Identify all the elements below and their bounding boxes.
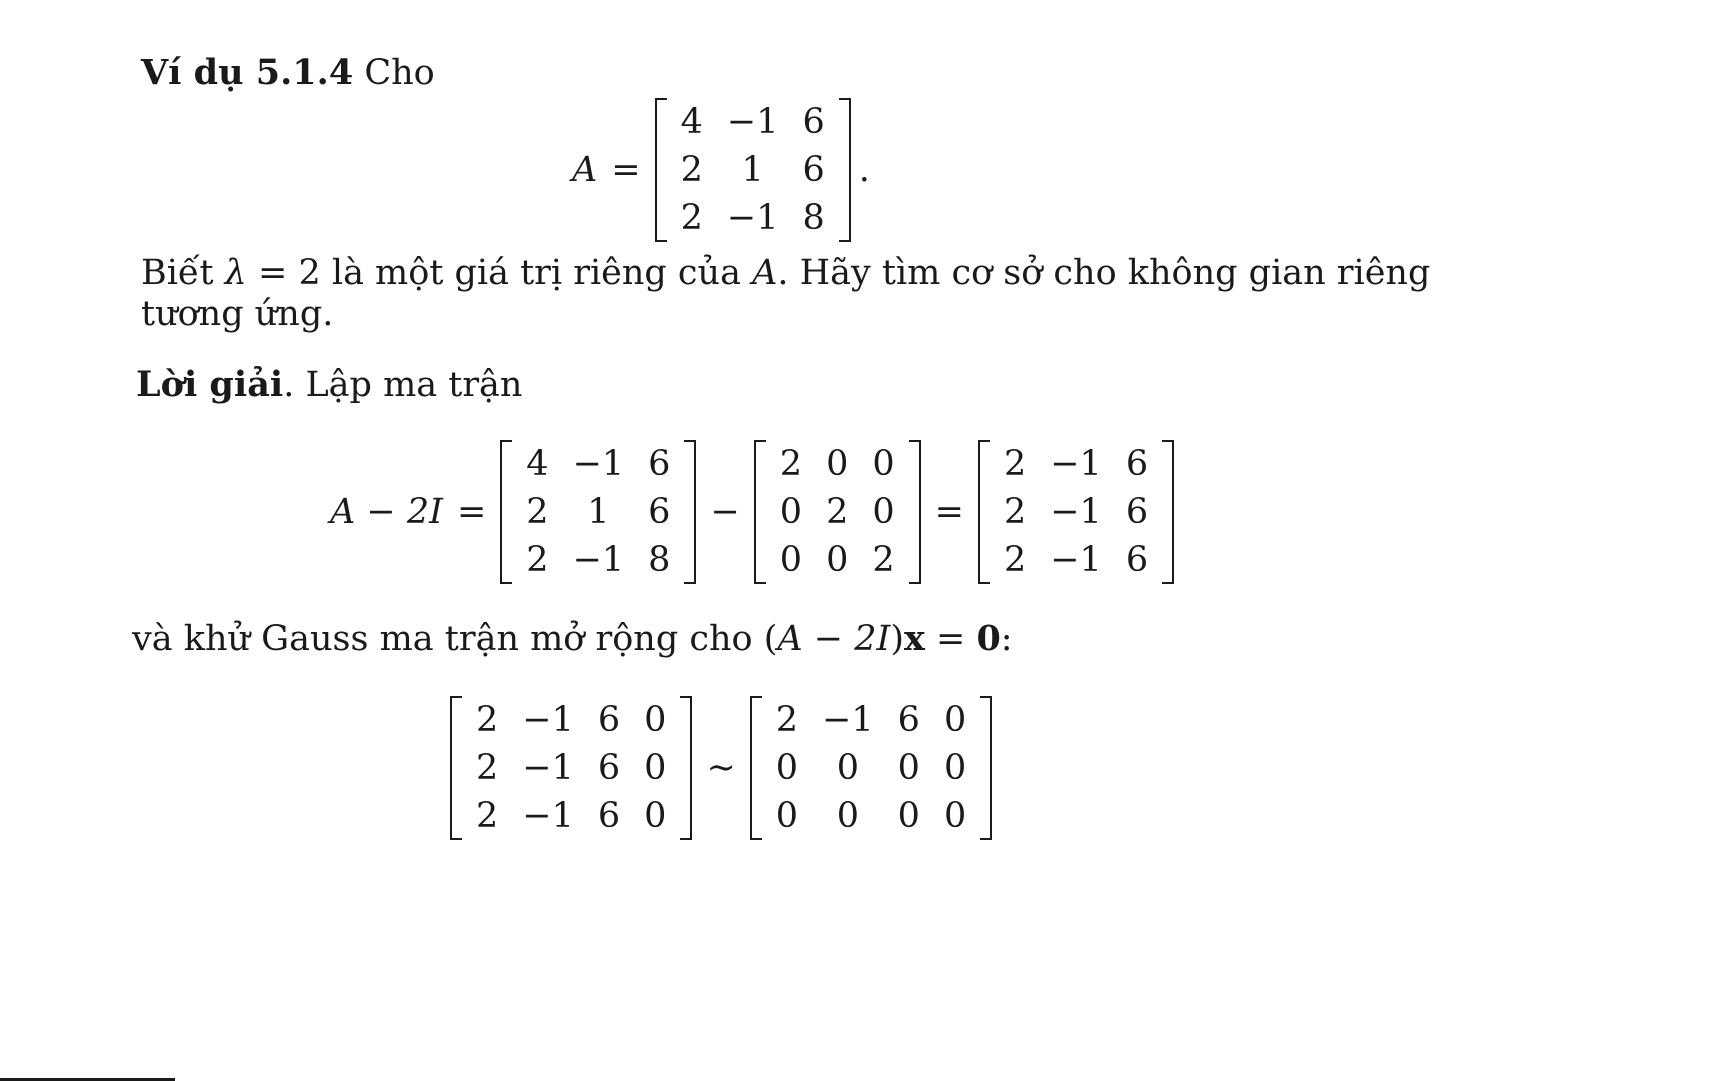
matrix-row bbox=[764, 792, 978, 840]
matrix-row bbox=[768, 536, 907, 584]
reduced-matrix bbox=[750, 696, 992, 840]
statement-line-1 bbox=[141, 253, 1431, 293]
period: . bbox=[858, 150, 870, 190]
matrix-entry: 0 bbox=[897, 748, 920, 788]
matrix-A bbox=[500, 440, 696, 584]
lambda-symbol: λ bbox=[224, 253, 247, 293]
example-intro: Cho bbox=[364, 53, 435, 93]
matrix-entry: 2 bbox=[775, 700, 799, 740]
matrix-entry: 2 bbox=[1003, 492, 1027, 532]
matrix-entry: 0 bbox=[644, 700, 667, 740]
matrix-entry: −1 bbox=[1050, 492, 1102, 532]
matrix-entry: 0 bbox=[826, 444, 849, 484]
statement-text-b: là một giá trị riêng của bbox=[331, 253, 741, 293]
matrix-entry: 6 bbox=[1125, 540, 1149, 580]
matrix-row bbox=[669, 98, 837, 146]
matrix-row bbox=[768, 488, 907, 536]
equals-sign: = bbox=[456, 492, 487, 532]
equals-sign: = bbox=[934, 492, 964, 532]
matrix-entry: 6 bbox=[597, 748, 621, 788]
vector-x: x bbox=[903, 618, 925, 659]
matrix-entry: −1 bbox=[572, 444, 625, 484]
matrix-entry: 6 bbox=[597, 700, 621, 740]
matrix-entry: 0 bbox=[897, 796, 920, 836]
matrix-entry: 2 bbox=[526, 492, 549, 532]
matrix-result bbox=[978, 440, 1174, 584]
subtraction-equation bbox=[330, 440, 1174, 584]
statement-text-c: . Hãy tìm cơ sở cho không gian riêng bbox=[777, 253, 1431, 293]
matrix-row bbox=[514, 536, 682, 584]
gauss-reduction bbox=[450, 696, 992, 840]
matrix-entry: −1 bbox=[1050, 444, 1102, 484]
solution-text: . Lập ma trận bbox=[283, 365, 523, 405]
matrix-entry: 6 bbox=[802, 150, 825, 190]
matrix-row bbox=[992, 440, 1160, 488]
matrix-entry: 2 bbox=[680, 198, 703, 238]
matrix-row bbox=[764, 744, 978, 792]
matrix-entry: 1 bbox=[587, 492, 610, 532]
equals-sign: = bbox=[257, 253, 288, 293]
matrix-entry: 0 bbox=[943, 748, 967, 788]
matrix-entry: −1 bbox=[572, 540, 625, 580]
matrix-entry: 0 bbox=[775, 796, 799, 836]
matrix-row bbox=[514, 488, 682, 536]
solution-heading bbox=[136, 364, 523, 405]
matrix-entry: 0 bbox=[779, 492, 803, 532]
matrix-entry: −1 bbox=[522, 748, 574, 788]
zero-vector: 0 bbox=[976, 618, 1001, 659]
matrix-entry: 8 bbox=[802, 198, 825, 238]
matrix-entry: 6 bbox=[1125, 492, 1149, 532]
matrix-2I bbox=[754, 440, 921, 584]
matrix-row bbox=[514, 440, 682, 488]
matrix-entry: 0 bbox=[644, 748, 667, 788]
matrix-entry: −1 bbox=[726, 198, 779, 238]
matrix-entry: 0 bbox=[836, 796, 859, 836]
matrix-row bbox=[669, 146, 837, 194]
equivalence-tilde: ∼ bbox=[706, 748, 736, 788]
matrix-entry: 2 bbox=[826, 492, 849, 532]
matrix-entry: 2 bbox=[779, 444, 803, 484]
matrix-A-equation bbox=[572, 98, 870, 242]
matrix-row bbox=[464, 744, 678, 792]
matrix-entry: 0 bbox=[943, 700, 967, 740]
matrix-entry: 6 bbox=[1125, 444, 1149, 484]
example-heading bbox=[141, 52, 435, 93]
colon: : bbox=[1000, 619, 1013, 659]
augmented-matrix bbox=[450, 696, 692, 840]
matrix-entry: 0 bbox=[779, 540, 803, 580]
matrix-entry: 6 bbox=[648, 444, 671, 484]
matrix-row bbox=[764, 696, 978, 744]
matrix-entry: 0 bbox=[644, 796, 667, 836]
matrix-entry: 6 bbox=[648, 492, 671, 532]
matrix-entry: 2 bbox=[872, 540, 895, 580]
matrix-entry: 2 bbox=[526, 540, 549, 580]
matrix-entry: 2 bbox=[476, 796, 499, 836]
matrix-entry: −1 bbox=[726, 102, 779, 142]
matrix-entry: 4 bbox=[526, 444, 549, 484]
gauss-expression: A − 2I bbox=[777, 619, 891, 659]
matrix-A bbox=[655, 98, 851, 242]
statement-text-a: Biết bbox=[141, 253, 214, 293]
matrix-row bbox=[464, 696, 678, 744]
matrix-entry: 0 bbox=[872, 444, 895, 484]
gauss-text-b: ) bbox=[890, 619, 904, 659]
eigenvalue: 2 bbox=[298, 253, 321, 293]
solution-label: Lời giải bbox=[136, 364, 284, 405]
matrix-entry: 0 bbox=[836, 748, 859, 788]
matrix-entry: 1 bbox=[741, 150, 764, 190]
matrix-entry: 0 bbox=[826, 540, 849, 580]
matrix-A-name: A bbox=[572, 150, 598, 190]
statement-line-2: tương ứng. bbox=[141, 294, 334, 334]
matrix-entry: −1 bbox=[522, 700, 574, 740]
matrix-entry: 6 bbox=[897, 700, 920, 740]
matrix-row bbox=[669, 194, 837, 242]
matrix-row bbox=[464, 792, 678, 840]
equals-sign: = bbox=[924, 619, 977, 659]
matrix-entry: 2 bbox=[1003, 444, 1027, 484]
matrix-entry: 0 bbox=[943, 796, 967, 836]
matrix-entry: 2 bbox=[1003, 540, 1027, 580]
gauss-text bbox=[132, 618, 1013, 659]
matrix-entry: 4 bbox=[680, 102, 703, 142]
matrix-row bbox=[992, 488, 1160, 536]
matrix-entry: 2 bbox=[476, 700, 499, 740]
minus-sign: − bbox=[710, 492, 740, 532]
matrix-row bbox=[768, 440, 907, 488]
matrix-entry: −1 bbox=[522, 796, 574, 836]
example-label: Ví dụ 5.1.4 bbox=[141, 52, 354, 93]
matrix-entry: 6 bbox=[802, 102, 825, 142]
matrix-entry: −1 bbox=[1050, 540, 1102, 580]
matrix-symbol: A bbox=[752, 253, 778, 293]
matrix-entry: 8 bbox=[648, 540, 671, 580]
gauss-text-a: và khử Gauss ma trận mở rộng cho ( bbox=[132, 619, 778, 659]
matrix-entry: −1 bbox=[822, 700, 874, 740]
matrix-entry: 2 bbox=[476, 748, 499, 788]
matrix-entry: 0 bbox=[775, 748, 799, 788]
matrix-entry: 2 bbox=[680, 150, 703, 190]
matrix-row bbox=[992, 536, 1160, 584]
equals-sign: = bbox=[611, 150, 641, 190]
matrix-entry: 6 bbox=[597, 796, 621, 836]
matrix-entry: 0 bbox=[872, 492, 895, 532]
lhs-expression: A − 2I bbox=[330, 492, 443, 532]
